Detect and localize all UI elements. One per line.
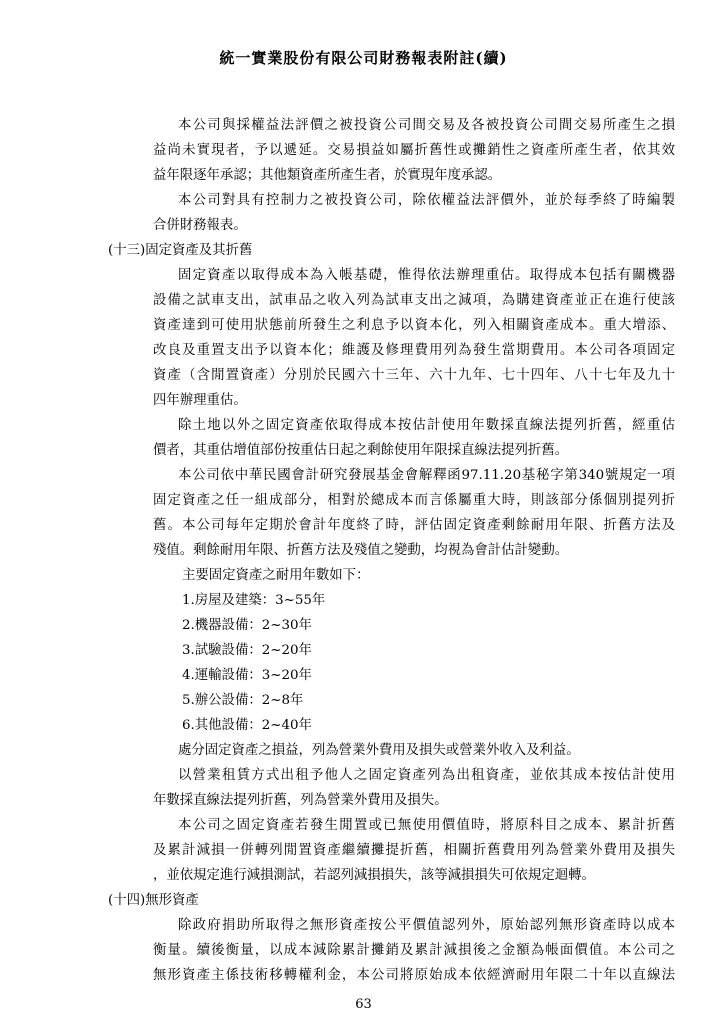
text-line: 合併財務報表。 bbox=[153, 218, 247, 233]
text-line: 益尚未實現者，予以遞延。交易損益如屬折舊性或攤銷性之資產所產生者，依其效 bbox=[153, 143, 675, 158]
text-line: 固定資產之任一組成部分，相對於總成本而言係屬重大時，則該部分係個別提列折 bbox=[153, 493, 675, 508]
list-item: 5.辦公設備：2~8年 bbox=[182, 693, 304, 708]
text-line: 本公司之固定資產若發生閒置或已無使用價值時，將原科目之成本、累計折舊 bbox=[178, 818, 675, 833]
text-line: 益年限逐年承認；其他類資產所產生者，於實現年度承認。 bbox=[153, 168, 502, 183]
text-line: 本公司與採權益法評價之被投資公司間交易及各被投資公司間交易所產生之損 bbox=[178, 118, 675, 133]
list-item: 6.其他設備：2~40年 bbox=[182, 718, 312, 733]
text-line: 年數採直線法提列折舊，列為營業外費用及損失。 bbox=[153, 793, 448, 808]
section-heading: (十三)固定資產及其折舊 bbox=[108, 243, 253, 258]
page-number: 63 bbox=[355, 997, 372, 1012]
text-line: 以營業租賃方式出租予他人之固定資產列為出租資產，並依其成本按估計使用 bbox=[178, 768, 675, 783]
text-line: 四年辦理重估。 bbox=[153, 393, 247, 408]
text-line: 資產（含閒置資產）分別於民國六十三年、六十九年、七十四年、八十七年及九十 bbox=[153, 368, 675, 383]
list-item: 2.機器設備：2~30年 bbox=[182, 618, 312, 633]
section-heading: (十四)無形資產 bbox=[108, 893, 199, 908]
text-line: 價者，其重估增值部份按重估日起之剩餘使用年限採直線法提列折舊。 bbox=[153, 443, 569, 458]
text-line: 本公司依中華民國會計研究發展基金會解釋函97.11.20基秘字第340號規定一項 bbox=[178, 468, 675, 483]
text-line: 主要固定資產之耐用年數如下： bbox=[182, 568, 370, 583]
text-line: 設備之試車支出，試車品之收入列為試車支出之減項，為購建資產並正在進行使該 bbox=[153, 293, 675, 308]
list-item: 4.運輸設備：3~20年 bbox=[182, 668, 312, 683]
text-line: 改良及重置支出予以資本化；維護及修理費用列為發生當期費用。本公司各項固定 bbox=[153, 343, 675, 358]
list-item: 3.試驗設備：2~20年 bbox=[182, 643, 312, 658]
page-title: 統一實業股份有限公司財務報表附註(續) bbox=[219, 49, 508, 67]
text-line: 及累計減損一併轉列閒置資產繼續攤提折舊，相關折舊費用列為營業外費用及損失 bbox=[153, 843, 675, 858]
text-line: 衡量。續後衡量，以成本減除累計攤銷及累計減損後之金額為帳面價值。本公司之 bbox=[153, 943, 675, 958]
text-line: 固定資產以取得成本為入帳基礎，惟得依法辦理重估。取得成本包括有關機器 bbox=[178, 268, 675, 283]
text-line: ，並依規定進行減損測試，若認列減損損失，該等減損損失可依規定迴轉。 bbox=[153, 868, 595, 883]
text-line: 無形資產主係技術移轉權利金，本公司將原始成本依經濟耐用年限二十年以直線法 bbox=[153, 968, 675, 983]
text-line: 除政府捐助所取得之無形資產按公平價值認列外，原始認列無形資產時以成本 bbox=[178, 918, 675, 933]
text-line: 除土地以外之固定資產依取得成本按估計使用年數採直線法提列折舊，經重估 bbox=[178, 418, 675, 433]
text-line: 資產達到可使用狀態前所發生之利息予以資本化，列入相關資產成本。重大增添、 bbox=[153, 318, 675, 333]
text-line: 處分固定資產之損益，列為營業外費用及損失或營業外收入及利益。 bbox=[178, 743, 580, 758]
text-line: 舊。本公司每年定期於會計年度終了時，評估固定資產剩餘耐用年限、折舊方法及 bbox=[153, 518, 675, 533]
list-item: 1.房屋及建築：3~55年 bbox=[182, 593, 326, 608]
text-line: 本公司對具有控制力之被投資公司，除依權益法評價外，並於每季終了時編製 bbox=[178, 193, 675, 208]
text-line: 殘值。剩餘耐用年限、折舊方法及殘值之變動，均視為會計估計變動。 bbox=[153, 543, 569, 558]
